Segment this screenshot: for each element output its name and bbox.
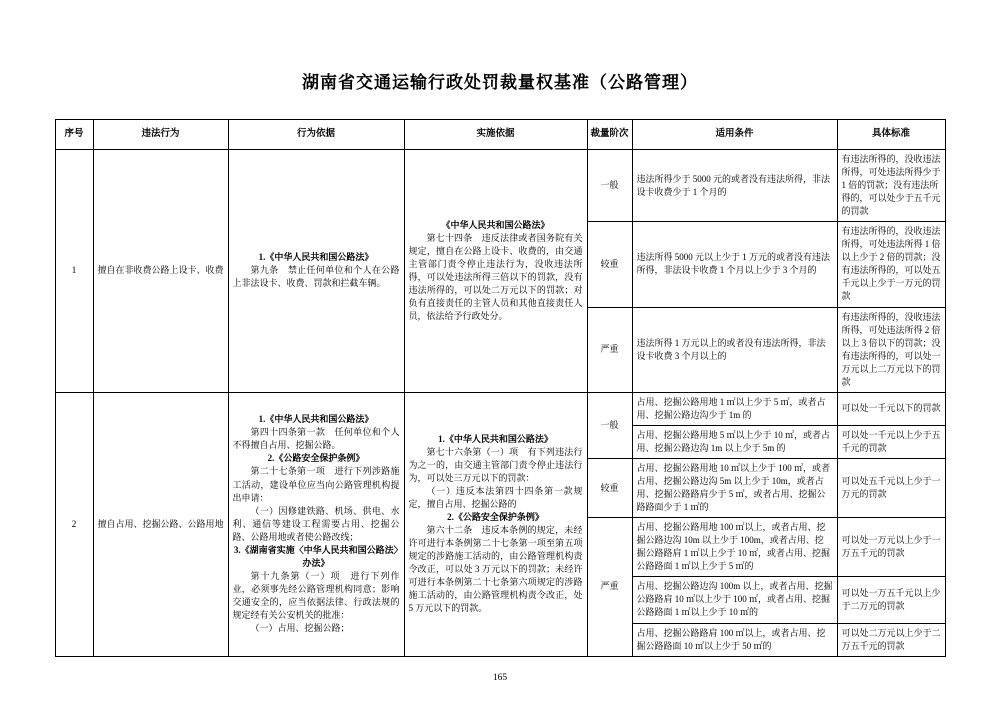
table-row xyxy=(55,392,945,425)
row-number: 2 xyxy=(55,392,93,656)
violation-cell: 擅自占用、挖掘公路、公路用地 xyxy=(93,392,228,656)
discretion-level-cell: 较重 xyxy=(587,222,632,307)
law-title: 2.《公路安全保护条例》 xyxy=(447,512,544,523)
implementation-cell xyxy=(404,150,587,393)
condition-cell: 违法所得 5000 元以上少于 1 万元的或者没有违法所得，非法设卡收费 1 个月以上少于 3 个月的 xyxy=(632,222,837,307)
discretion-level-cell: 一般 xyxy=(587,150,632,222)
violation-cell: 擅自在非收费公路上设卡、收费 xyxy=(93,150,228,393)
law-text: 第四十四条第一款 任何单位和个人不得擅自占用、挖掘公路。 xyxy=(232,427,400,451)
basis-cell xyxy=(228,150,404,393)
discretion-level-cell: 严重 xyxy=(587,518,632,656)
law-title: 1.《中华人民共和国公路法》 xyxy=(258,414,374,425)
standard-cell: 可以处一千元以上少于五千元的罚款 xyxy=(837,425,945,458)
law-text: （一）违反本法第四十四条第一款规定，擅自占用、挖掘公路的 xyxy=(408,486,583,510)
law-text: （一）因修建铁路、机场、供电、水利、通信等建设工程需要占用、挖掘公路、公路用地或者使公路改线； xyxy=(232,505,400,542)
discretion-level-cell: 一般 xyxy=(587,392,632,458)
law-title: 1.《中华人民共和国公路法》 xyxy=(438,433,553,444)
law-title: 3.《湖南省实施〈中华人民共和国公路法〉办法》 xyxy=(233,544,399,568)
condition-cell: 占用、挖掘公路用地 10 ㎡以上少于 100 ㎡，或者占用、挖掘公路边沟 5m 以上少于 10m，或者占用、挖掘公路路肩少于 5 ㎡，或者占用、挖掘公路路面少于 1 ㎡的 xyxy=(632,458,837,517)
law-title: 1.《中华人民共和国公路法》 xyxy=(258,252,374,263)
column-header-0: 序号 xyxy=(55,120,93,150)
standard-cell: 可以处一千元以下的罚款 xyxy=(837,392,945,425)
condition-cell: 违法所得 1 万元以上的或者没有违法所得，非法设卡收费 3 个月以上的 xyxy=(632,307,837,392)
condition-cell: 占用、挖掘公路路肩 100 ㎡以上，或者占用、挖掘公路路面 10 ㎡以上少于 50 ㎡的 xyxy=(632,623,837,656)
column-header-2: 行为依据 xyxy=(228,120,404,150)
law-text: 第七十六条第（一）项 有下列违法行为之一的，由交通主管部门责令停止违法行为，可以处三万元以下的罚款： xyxy=(408,446,583,483)
basis-cell xyxy=(228,392,404,656)
column-header-1: 违法行为 xyxy=(93,120,228,150)
condition-cell: 占用、挖掘公路用地 5 ㎡以上少于 10 ㎡，或者占用、挖掘公路边沟 1m 以上少于 5m 的 xyxy=(632,425,837,458)
law-title: 2.《公路安全保护条例》 xyxy=(267,453,365,464)
standard-cell: 可以处一万元以上少于一万五千元的罚款 xyxy=(837,518,945,577)
law-text: 第十九条第（一）项 进行下列作业，必须事先经公路管理机构同意；影响交通安全的，应当依据法律、行政法规的规定经有关公安机关的批准： xyxy=(232,570,400,620)
discretion-level-cell: 严重 xyxy=(587,307,632,392)
column-header-6: 具体标准 xyxy=(837,120,945,150)
standard-cell: 有违法所得的，没收违法所得，可处违法所得 2 倍以上 3 倍以下的罚款；没有违法所得的，可以处一万元以上二万元以下的罚款 xyxy=(837,307,945,392)
page-title: 湖南省交通运输行政处罚裁量权基准（公路管理） xyxy=(302,73,698,92)
condition-cell: 占用、挖掘公路边沟 100m 以上，或者占用、挖掘公路路肩 10 ㎡以上少于 100 ㎡，或者占用、挖掘公路路面 1 ㎡以上少于 10 ㎡的 xyxy=(632,577,837,623)
penalty-standards-table xyxy=(55,119,946,657)
discretion-level-cell: 较重 xyxy=(587,458,632,517)
row-number: 1 xyxy=(55,150,93,393)
column-header-4: 裁量阶次 xyxy=(587,120,632,150)
law-text: 第九条 禁止任何单位和个人在公路上非法设卡、收费、罚款和拦截车辆。 xyxy=(232,265,400,289)
condition-cell: 违法所得少于 5000 元的或者没有违法所得，非法设卡收费少于 1 个月的 xyxy=(632,150,837,222)
standard-cell: 可以处一万五千元以上少于二万元的罚款 xyxy=(837,577,945,623)
page-number: 165 xyxy=(492,672,508,683)
standard-cell: 有违法所得的，没收违法所得，可处违法所得少于 1 倍的罚款；没有违法所得的，可以处少于五千元的罚款 xyxy=(837,150,945,222)
standard-cell: 可以处五千元以上少于一万元的罚款 xyxy=(837,458,945,517)
law-text: 第六十二条 违反本条例的规定，未经许可进行本条例第二十七条第一项至第五项规定的涉路施工活动的，由公路管理机构责令改正，可以处 3 万元以下的罚款；未经许可进行本条例第二十七条第六项规定的涉路施工活动的，由公路管理机构责令改正，处 5 万元以下的罚款。 xyxy=(408,525,583,614)
law-text: 第二十七条第一项 进行下列涉路施工活动，建设单位应当向公路管理机构提出申请： xyxy=(232,466,400,503)
law-title: 《中华人民共和国公路法》 xyxy=(441,219,550,230)
law-text: （一）占用、挖掘公路； xyxy=(250,623,350,634)
column-header-5: 适用条件 xyxy=(632,120,837,150)
table-row xyxy=(55,150,945,222)
condition-cell: 占用、挖掘公路用地 100 ㎡以上，或者占用、挖掘公路边沟 10m 以上少于 100m，或者占用、挖掘公路路肩 1 ㎡以上少于 10 ㎡，或者占用、挖掘公路路面 1 ㎡以上少于 5 ㎡的 xyxy=(632,518,837,577)
standard-cell: 可以处二万元以上少于二万五千元的罚款 xyxy=(837,623,945,656)
column-header-3: 实施依据 xyxy=(404,120,587,150)
table-header-row xyxy=(55,120,945,150)
condition-cell: 占用、挖掘公路用地 1 ㎡以上少于 5 ㎡，或者占用、挖掘公路边沟少于 1m 的 xyxy=(632,392,837,425)
standard-cell: 有违法所得的，没收违法所得，可处违法所得 1 倍以上少于 2 倍的罚款；没有违法所得的，可以处五千元以上少于一万元的罚款 xyxy=(837,222,945,307)
law-text: 第七十四条 违反法律或者国务院有关规定，擅自在公路上设卡、收费的，由交通主管部门责令停止违法行为，没收违法所得，可以处违法所得三倍以下的罚款，没有违法所得的，可以处二万元以下的罚款；对负有直接责任的主管人员和其他直接责任人员，依法给予行政处分。 xyxy=(408,232,583,322)
implementation-cell xyxy=(404,392,587,656)
